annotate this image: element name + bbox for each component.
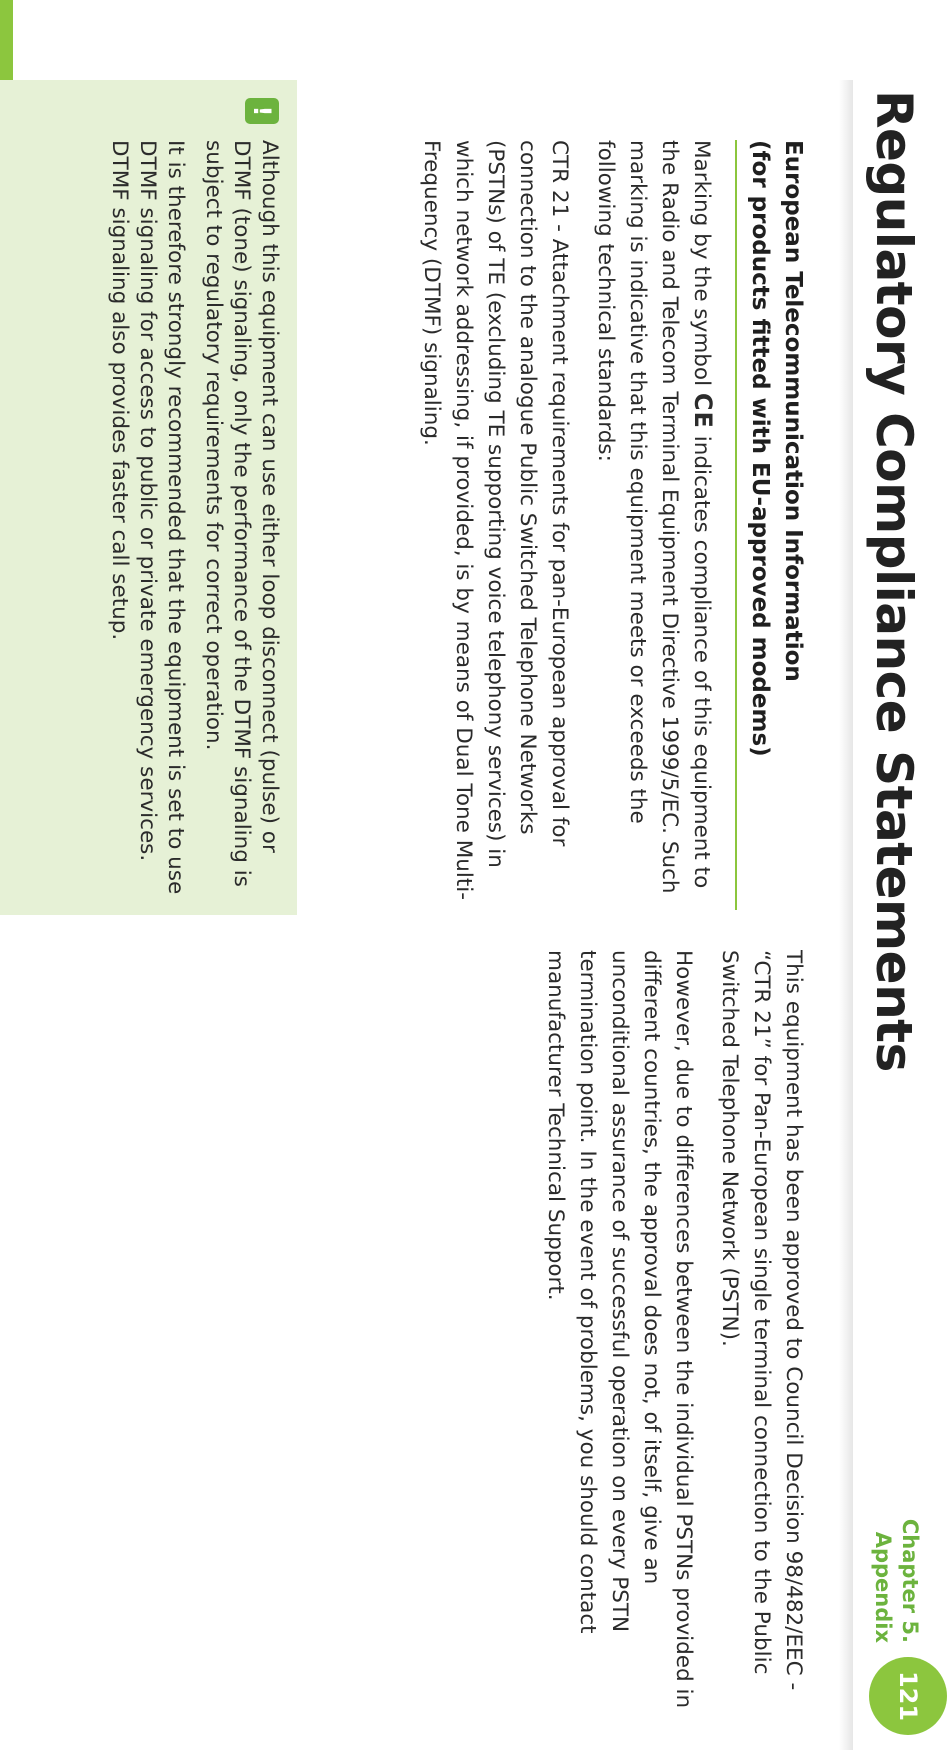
ctr21-paragraph: CTR 21 - Attachment requirements for pan-European approval for connection to the analogue Public Switched Telephone Networks (PSTNs) of TE (excluding TE supporting voice telephony services) in which network addressing, if provided, is by means of Dual Tone Multi-Frequency (DTMF) signaling. (419, 140, 572, 901)
page-number-badge: 121 (869, 1657, 947, 1735)
ce-paragraph-start: Marking by the symbol (689, 140, 714, 393)
section-heading-line2: (for products fitted with EU-approved modems) (747, 140, 773, 757)
ce-mark-icon: CE (689, 392, 717, 429)
pstn-differences-paragraph: However, due to differences between the individual PSTNs provided in different countries, the approval does not, of itself, give an unconditional assurance of successful operation on every PSTN termination point. In the event of problems, you should contact manufacturer Technical Support. (543, 950, 696, 1709)
chapter-label (869, 1519, 923, 1643)
chapter-number: Chapter 5. (898, 1518, 922, 1643)
note-text (95, 140, 283, 905)
section-heading-line1: European Telecommunication Information (780, 140, 806, 682)
ce-paragraph-end: indicates compliance of this equipment to the Radio and Telecom Terminal Equipment Directive 1999/5/EC. Such marking is indicative that this equipment meets or exceeds the following technical standards: (593, 140, 714, 894)
chapter-name: Appendix (871, 1531, 895, 1643)
left-column (401, 140, 809, 910)
title-shadow-band (839, 80, 853, 1750)
right-column (525, 950, 809, 1720)
exclamation-icon: ! (245, 98, 279, 124)
ce-marking-paragraph (589, 140, 719, 910)
page-title: Regulatory Compliance Statements (865, 90, 923, 1072)
note-box (0, 80, 297, 915)
note-paragraph-1: Although this equipment can use either loop disconnect (pulse) or DTMF (tone) signaling, only the performance of the DTMF signaling is subject to regulatory requirements for correct operation. (201, 140, 282, 887)
note-paragraph-2: It is therefore strongly recommended that the equipment is set to use DTMF signaling for access to public or private emergency services. DTMF signaling also provides faster call setup. (107, 140, 188, 895)
section-heading (735, 140, 809, 910)
approval-paragraph: This equipment has been approved to Council Decision 98/482/EEC - “CTR 21” for Pan-European single terminal connection to the Public Switched Telephone Network (PSTN). (717, 950, 806, 1691)
